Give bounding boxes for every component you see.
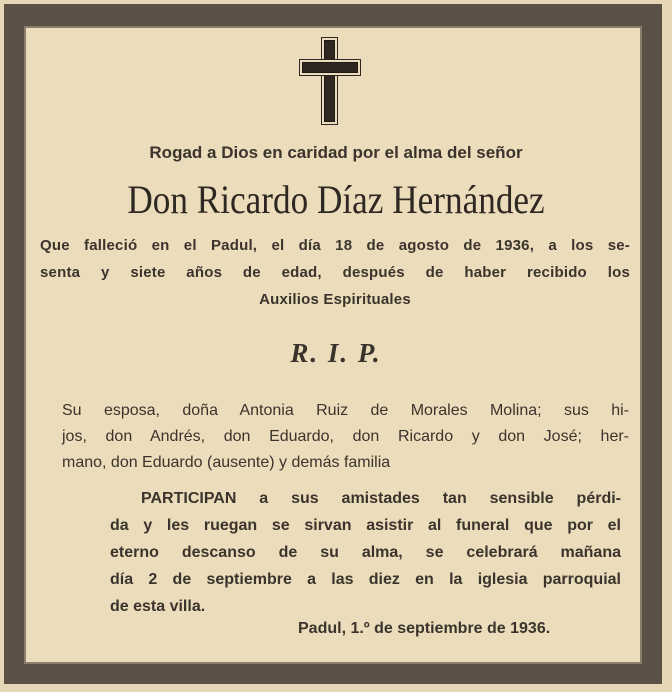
deceased-name: Don Ricardo Díaz Hernández: [127, 177, 545, 222]
participan-line: día 2 de septiembre a las diez en la iglesia parroquial: [110, 571, 621, 588]
participan-line: da y les ruegan se sirvan asistir al funeral que por el: [110, 517, 621, 534]
cross-icon: [302, 40, 356, 120]
participan-line: PARTICIPAN a sus amistades tan sensible pérdi-: [141, 490, 621, 507]
participan-line: de esta villa.: [110, 598, 206, 615]
place-date-signature: Padul, 1.º de septiembre de 1936.: [298, 620, 551, 637]
participan-paragraph: [110, 485, 621, 620]
death-line: Auxilios Espirituales: [259, 291, 411, 308]
death-line: senta y siete años de edad, después de haber recibido los: [40, 264, 630, 281]
family-line: jos, don Andrés, don Eduardo, don Ricardo y don José; her-: [62, 428, 629, 445]
death-details: [40, 232, 630, 313]
family-line: Su esposa, doña Antonia Ruiz de Morales Molina; sus hi-: [62, 402, 629, 419]
participan-line: eterno descanso de su alma, se celebrará mañana: [110, 544, 621, 561]
family-list: [62, 398, 629, 476]
family-line: mano, don Eduardo (ausente) y demás familia: [62, 454, 391, 471]
rip-mark: R. I. P.: [290, 338, 382, 368]
death-line: Que falleció en el Padul, el día 18 de agosto de 1936, a los se-: [40, 237, 630, 254]
prayer-request: Rogad a Dios en caridad por el alma del señor: [149, 143, 523, 162]
